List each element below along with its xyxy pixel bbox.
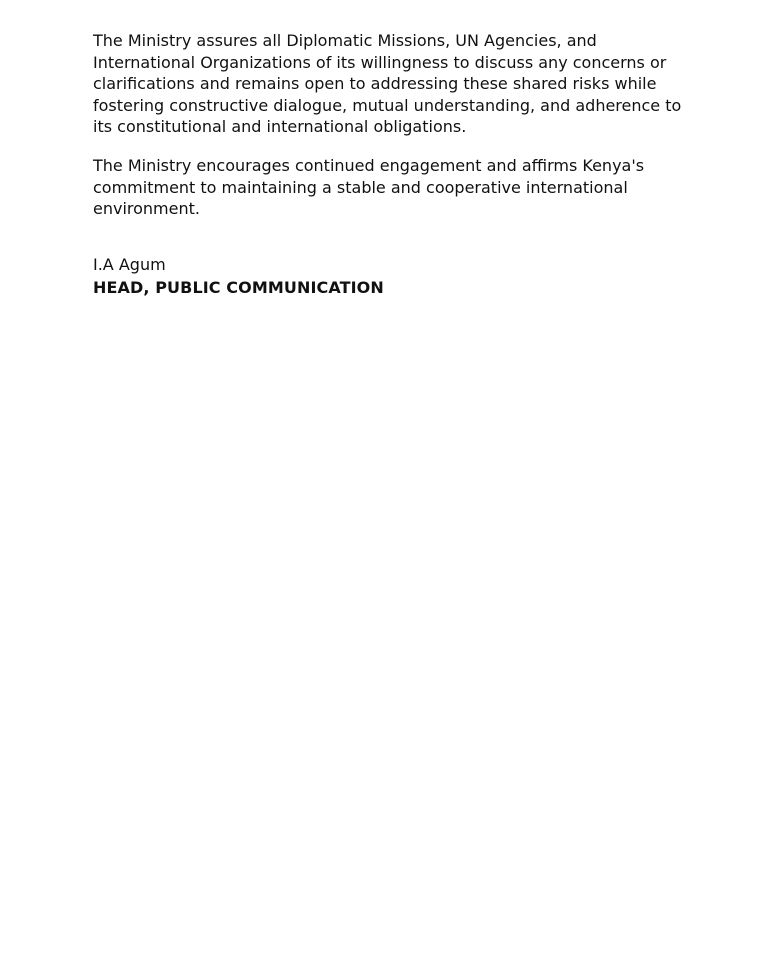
signatory-title: HEAD, PUBLIC COMMUNICATION xyxy=(93,278,384,298)
signatory-name: I.A Agum xyxy=(93,254,166,274)
assurance-paragraph: The Ministry assures all Diplomatic Missions, UN Agencies, and International Organizations of its willingness to discuss any concerns or clarifications and remains open to addressing these shared risks while fostering constructive dialogue, mutual understanding, and adherence to its constitutional and international obligations. xyxy=(93,31,682,137)
signature-block xyxy=(93,254,683,299)
engagement-paragraph: The Ministry encourages continued engagement and affirms Kenya's commitment to maintaining a stable and cooperative international environment. xyxy=(93,155,645,219)
document-body xyxy=(93,30,683,299)
